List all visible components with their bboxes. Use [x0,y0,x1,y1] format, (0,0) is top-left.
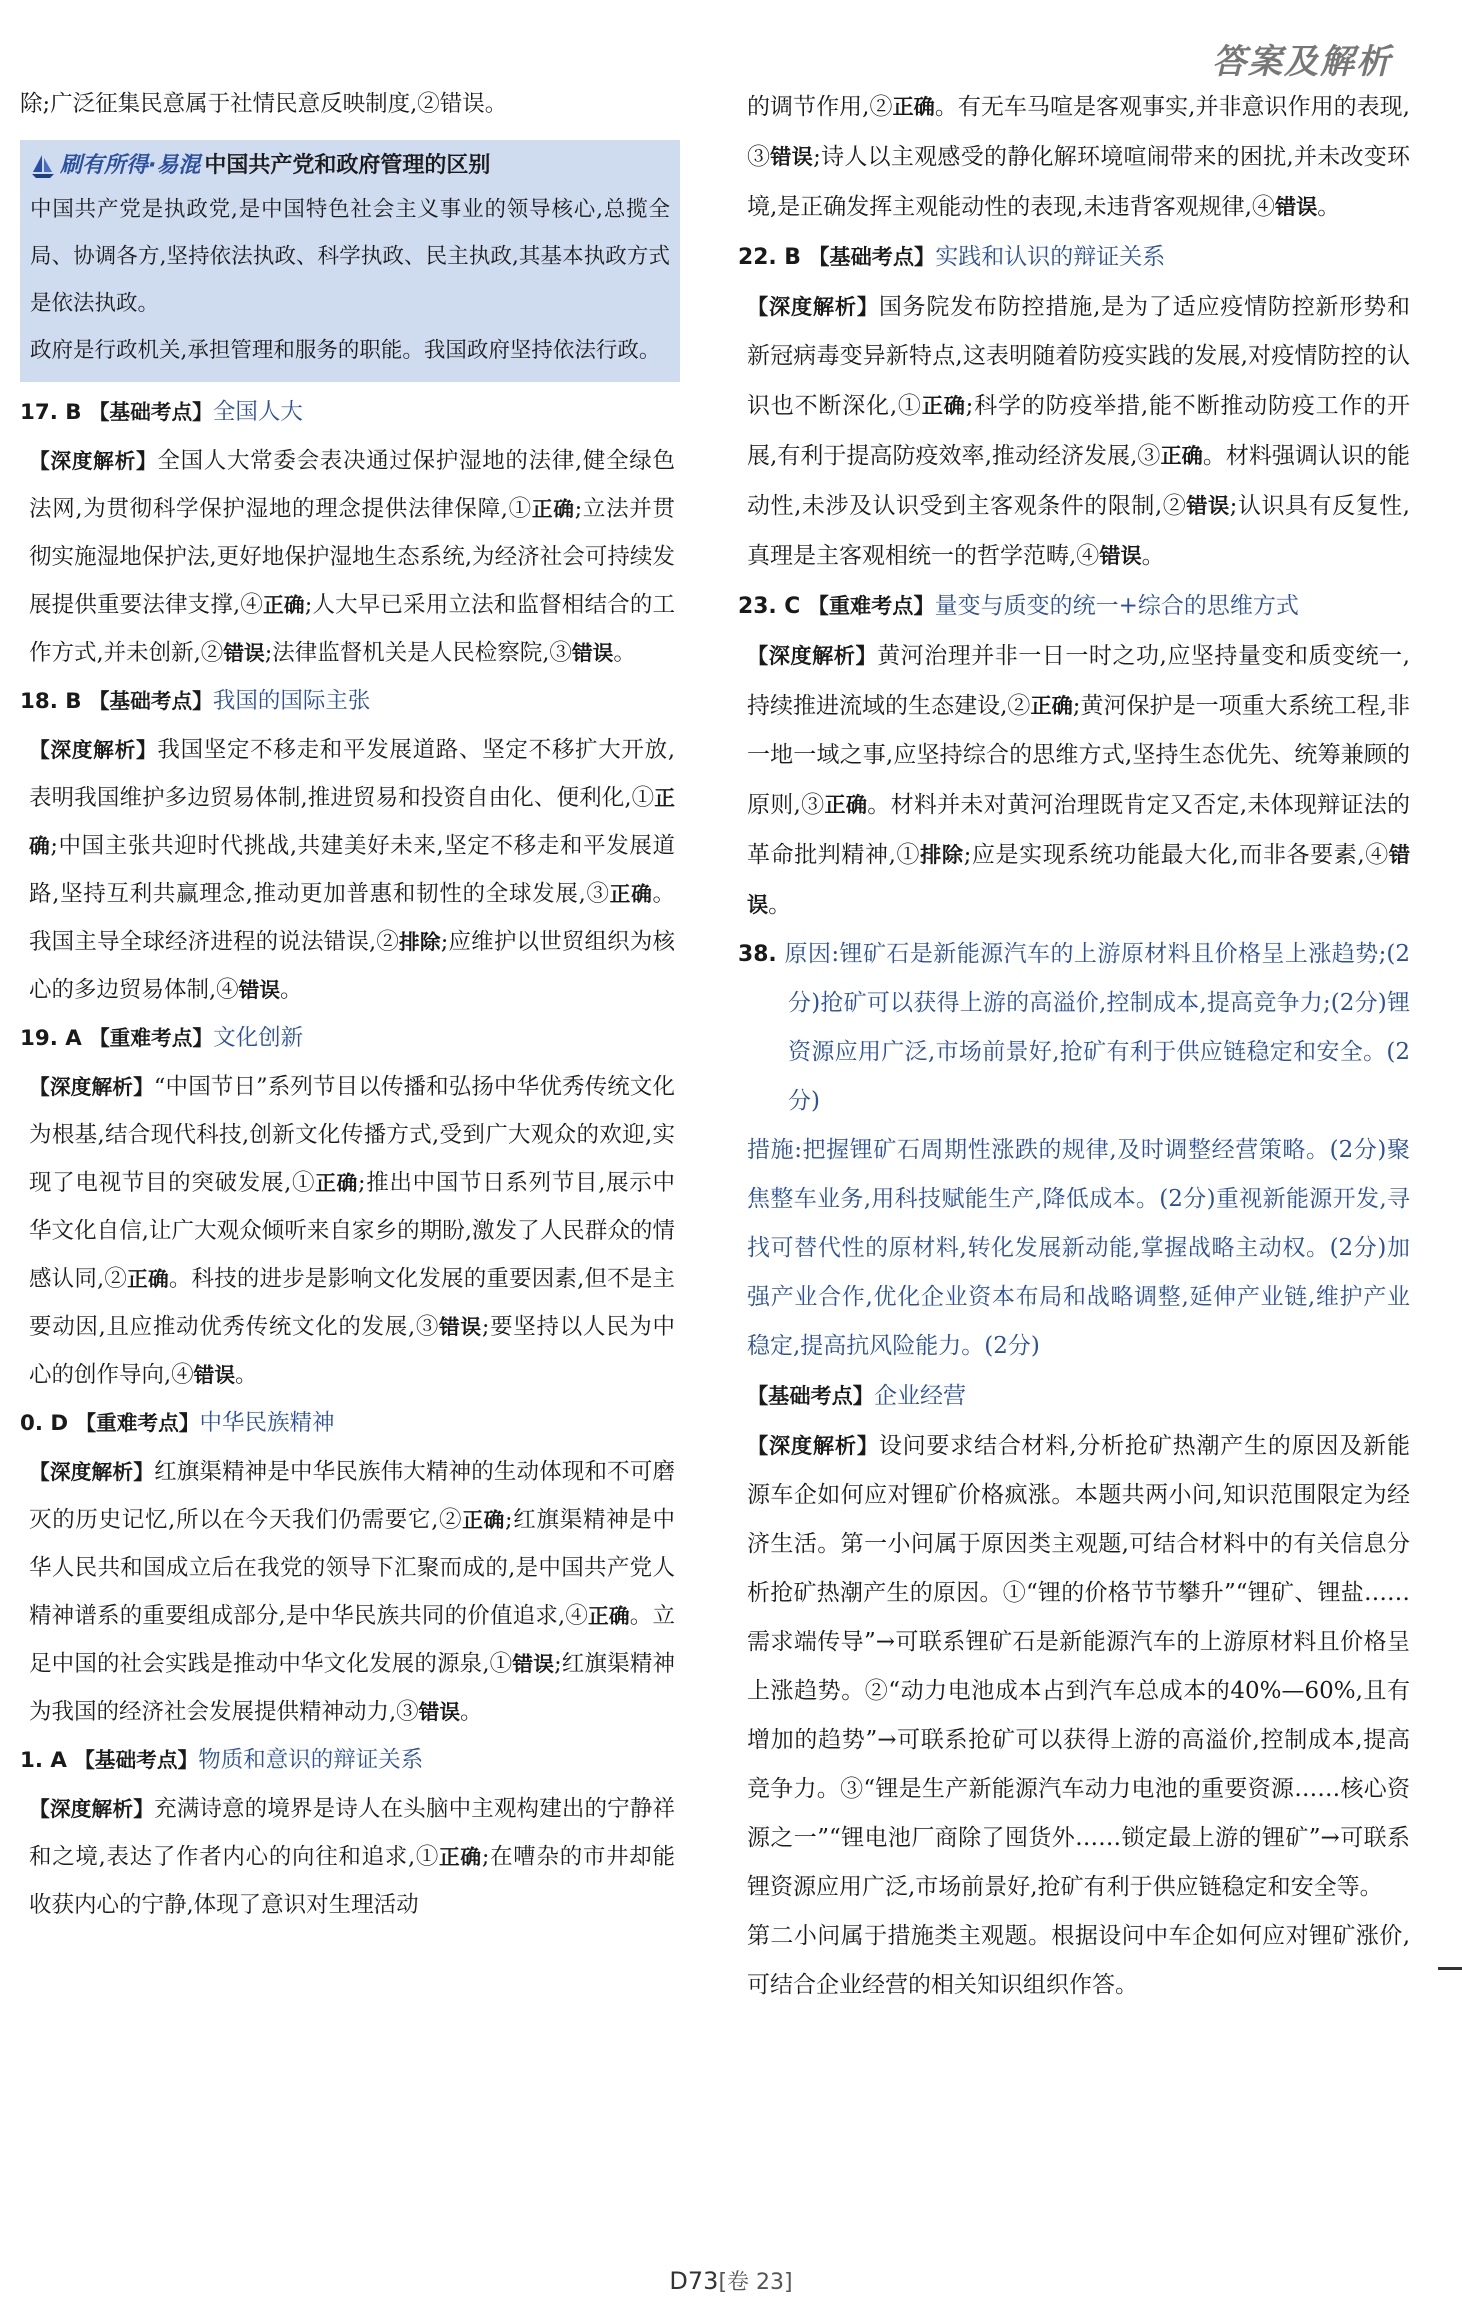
q22-t3: 。材料强调认识的能动性,未涉及认识受到主客观条件的限制,② [747,443,1411,519]
cont-k2: 错误 [770,144,814,169]
q21-t2: ;在嘈杂的市井却能收获内心的宁静,体现了意识对生理活动 [29,1844,675,1918]
q23-t2: ;黄河保护是一项重大系统工程,非一地一域之事,应坚持综合的思维方式,坚持生态优先、统筹兼顾的原则,③ [747,693,1411,818]
q19-t1: “中国节日”系列节目以传播和弘扬中华优秀传统文化为根基,结合现代科技,创新文化传播方式,受到广大观众的欢迎,实现了电视节目的突破发展,① [29,1074,675,1196]
q19-t2: ;推出中国节日系列节目,展示中华文化自信,让广大观众倾听来自家乡的期盼,激发了人民群众的情感认同,② [29,1170,675,1292]
sailboat-icon [30,153,56,179]
q20-tag: 【重难考点】 [75,1411,200,1435]
page-number: D73 [669,2267,719,2295]
header-title: 答案及解析 [1212,42,1392,82]
q18-k3: 排除 [399,930,441,954]
q38-last: 第二小问属于措施类主观题。根据设问中车企如何应对锂矿涨价,可结合企业经营的相关知识组织作答。 [747,1923,1410,1998]
q18-t5: 。 [280,977,303,1003]
q18-k4: 错误 [238,978,281,1002]
q17-t1: 全国人大常委会表决通过保护湿地的法律,健全绿色法网,为贯彻科学保护湿地的理念提供法律保障,① [29,448,675,522]
tip-box-heading: 中国共产党和政府管理的区别 [204,153,491,178]
q23-t1: 黄河治理并非一日一时之功,应坚持量变和质变统一,持续推进流域的生态建设,② [747,643,1410,719]
q20-header [20,1399,675,1448]
q38-analysis-text: 设问要求结合材料,分析抢矿热潮产生的原因及新能源车企如何应对锂矿价格疯涨。本题共两小问,知识范围限定为经济生活。第一小问属于原因类主观题,可结合材料中的有关信息分析抢矿热潮产生的原因。①“锂的价格节节攀升”“锂矿、锂盐……需求端传导”→可联系锂矿石是新能源汽车的上游原材料且价格呈上涨趋势。②“动力电池成本占到汽车总成本的40%—60%,且有增加的趋势”→可联系抢矿可以获得上游的高溢价,控制成本,提高竞争力。③“锂是生产新能源汽车动力电池的重要资源……核心资源之一”“锂电池厂商除了囤货外……锁定最上游的锂矿”→可联系锂资源应用广泛,市场前景好,抢矿有利于供应链稳定和安全等。 [747,1433,1410,1900]
q38-analysis [738,1421,1410,1912]
q17-k4: 错误 [571,641,614,665]
q17-t4: ;法律监督机关是人民检察院,③ [264,640,572,666]
q23-k3: 排除 [920,842,964,867]
cont-k1: 正确 [892,94,935,119]
q22-analysis [738,282,1410,581]
q17-t2: ;立法并贯彻实施湿地保护法,更好地保护湿地生态系统,为经济社会可持续发展提供重要法律支撑,④ [29,496,675,618]
q22-header [738,232,1410,282]
q21-tag: 【基础考点】 [74,1748,199,1772]
q38-reason [738,930,1410,1126]
q23-tag: 【重难考点】 [807,593,935,618]
q20-k1: 正确 [462,1508,506,1532]
q23-k2: 正确 [824,792,868,817]
q18-k2: 正确 [609,882,653,906]
q38-reason-text: 原因:锂矿石是新能源汽车的上游原材料且价格呈上涨趋势;(2分)抢矿可以获得上游的高溢价,控制成本,提高竞争力;(2分)锂资源应用广泛,市场前景好,抢矿有利于供应链稳定和安全。(2分) [784,941,1411,1114]
q18-analysis [20,726,675,1014]
q38-measure: 措施:把握锂矿石周期性涨跌的规律,及时调整经营策略。(2分)聚焦整车业务,用科技赋能生产,降低成本。(2分)重视新能源开发,寻找可替代性的原材料,转化发展新动能,掌握战略主动权。(2分)加强产业合作,优化企业资本布局和战略调整,延伸产业链,维护产业稳定,提高抗风险能力。(2分) [747,1137,1410,1359]
q23-t5: 。 [768,892,792,918]
q18-tag: 【基础考点】 [88,689,213,713]
q18-t2: ;中国主张共迎时代挑战,共建美好未来,坚定不移走和平发展道路,坚持互利共赢理念,推动更加普惠和韧性的全球发展,③ [29,833,675,907]
q20-t5: 。 [460,1699,483,1725]
q19-number: 19. A [20,1026,82,1051]
cont-k3: 错误 [1274,194,1318,219]
volume-label: [卷 23] [718,2270,793,2295]
q20-analysis [20,1448,675,1736]
q19-t4: ;要坚持以人民为中心的创作导向,④ [29,1314,675,1388]
q17-k3: 错误 [223,641,265,665]
q19-topic: 文化创新 [213,1025,304,1051]
q22-k2: 正确 [1160,443,1203,468]
right-column [738,82,1410,2010]
q17-number: 17. B [20,400,82,425]
cont-t4: 。 [1317,194,1341,220]
q18-t3: 。我国主导全球经济进程的说法错误,② [29,881,675,955]
q22-t1: 国务院发布防控措施,是为了适应疫情防控新形势和新冠病毒变异新特点,这表明随着防疫实践的发展,对疫情防控的认识也不断深化,① [747,294,1410,419]
q38-label: 【深度解析】 [747,1433,879,1458]
q19-header [20,1014,675,1063]
q20-t1: 红旗渠精神是中华民族伟大精神的生动体现和不可磨灭的历史记忆,所以在今天我们仍需要它,② [29,1459,675,1533]
q22-k1: 正确 [921,393,966,418]
q22-t5: 。 [1141,543,1165,569]
q17-t3: ;人大早已采用立法和监督相结合的工作方式,并未创新,② [29,592,675,666]
q17-tag: 【基础考点】 [88,400,213,424]
q23-t4: ;应是实现系统功能最大化,而非各要素,④ [963,842,1389,868]
q20-t3: 。立足中国的社会实践是推动中华文化发展的源泉,① [29,1603,675,1677]
q22-k4: 错误 [1099,543,1142,568]
cont-t1: 的调节作用,② [747,94,893,120]
q18-t4: ;应维护以世贸组织为核心的多边贸易体制,④ [29,929,675,1003]
tip-box-title [30,146,670,186]
q22-k3: 错误 [1186,493,1230,518]
q17-header [20,388,675,437]
q23-label: 【深度解析】 [747,643,878,668]
q22-t2: ;科学的防疫举措,能不断推动防疫工作的开展,有利于提高防疫效率,推动经济发展,③ [747,393,1410,469]
q18-k1: 正确 [29,786,675,858]
q23-number: 23. C [738,594,801,619]
q19-k4: 错误 [193,1363,236,1387]
q21-number: 1. A [20,1748,67,1773]
q38-tag: 【基础考点】 [747,1383,874,1408]
tip-box-p1: 中国共产党是执政党,是中国特色社会主义事业的领导核心,总揽全局、协调各方,坚持依法执政、科学执政、民主执政,其基本执政方式是依法执政。 [30,197,670,316]
q38-number: 38. [738,942,777,967]
q19-k1: 正确 [315,1171,358,1195]
left-column [20,80,675,1929]
q20-t2: ;红旗渠精神是中华人民共和国成立后在我党的领导下汇聚而成的,是中国共产党人精神谱系的重要组成部分,是中华民族共同的价值追求,④ [29,1507,675,1629]
q23-analysis [738,631,1410,930]
q21-t1: 充满诗意的境界是诗人在头脑中主观构建出的宁静祥和之境,表达了作者内心的向往和追求,① [29,1796,675,1870]
q21-label: 【深度解析】 [29,1797,155,1821]
q19-t3: 。科技的进步是影响文化发展的重要因素,但不是主要动因,且应推动优秀传统文化的发展,③ [29,1266,675,1340]
q38-topic: 企业经营 [873,1383,966,1409]
q22-t4: ;认识具有反复性,真理是主客观相统一的哲学范畴,④ [747,493,1410,569]
q21-header [20,1736,675,1785]
intro-text: 除;广泛征集民意属于社情民意反映制度,②错误。 [20,91,508,117]
q23-k4: 错误 [747,842,1410,917]
q20-k4: 错误 [418,1700,461,1724]
q20-k2: 正确 [588,1604,630,1628]
q20-k3: 错误 [512,1652,555,1676]
q23-k1: 正确 [1030,693,1073,718]
q21-topic: 物质和意识的辩证关系 [198,1747,424,1773]
tip-box-p2: 政府是行政机关,承担管理和服务的职能。我国政府坚持依法行政。 [30,338,661,363]
cont-t2: 。有无车马喧是客观事实,并非意识作用的表现,③ [747,94,1410,170]
q17-topic: 全国人大 [212,399,303,425]
q22-number: 22. B [738,245,801,270]
q18-number: 18. B [20,689,82,714]
tip-box [20,140,680,382]
q20-number: 0. D [20,1411,69,1436]
q23-t3: 。材料并未对黄河治理既肯定又否定,未体现辩证法的革命批判精神,① [747,792,1410,868]
q19-label: 【深度解析】 [29,1075,154,1099]
q17-k2: 正确 [263,593,305,617]
q18-t1: 我国坚定不移走和平发展道路、坚定不移扩大开放,表明我国维护多边贸易体制,推进贸易和投资自由化、便利化,① [29,737,675,811]
q17-label: 【深度解析】 [29,449,158,473]
q18-topic: 我国的国际主张 [212,688,371,714]
q22-label: 【深度解析】 [747,294,879,319]
q17-analysis [20,437,675,677]
q19-k3: 错误 [439,1315,482,1339]
q22-tag: 【基础考点】 [808,244,936,269]
q19-t5: 。 [235,1362,258,1388]
cont-t3: ;诗人以主观感受的静化解环境喧闹带来的困扰,并未改变环境,是正确发挥主观能动性的表现,未违背客观规律,④ [747,144,1410,220]
q17-k1: 正确 [531,497,575,521]
q20-t4: ;红旗渠精神为我国的经济社会发展提供精神动力,③ [29,1651,675,1725]
q21-continuation [738,82,1410,232]
q19-k2: 正确 [127,1267,169,1291]
q18-label: 【深度解析】 [29,738,158,762]
q20-topic: 中华民族精神 [199,1410,335,1436]
q21-analysis [20,1785,675,1929]
q23-topic: 量变与质变的统一+综合的思维方式 [934,593,1299,619]
q17-t5: 。 [613,640,636,666]
q38-header [738,1371,1410,1421]
q20-label: 【深度解析】 [29,1460,155,1484]
tip-box-label: 刷有所得·易混 [60,153,201,178]
edge-mark [1438,1967,1462,1970]
q23-header [738,581,1410,631]
page-footer [0,2265,1462,2296]
q18-header [20,677,675,726]
q19-analysis [20,1063,675,1399]
q19-tag: 【重难考点】 [88,1026,214,1050]
q21-k1: 正确 [439,1845,482,1869]
q22-topic: 实践和认识的辩证关系 [935,244,1166,270]
